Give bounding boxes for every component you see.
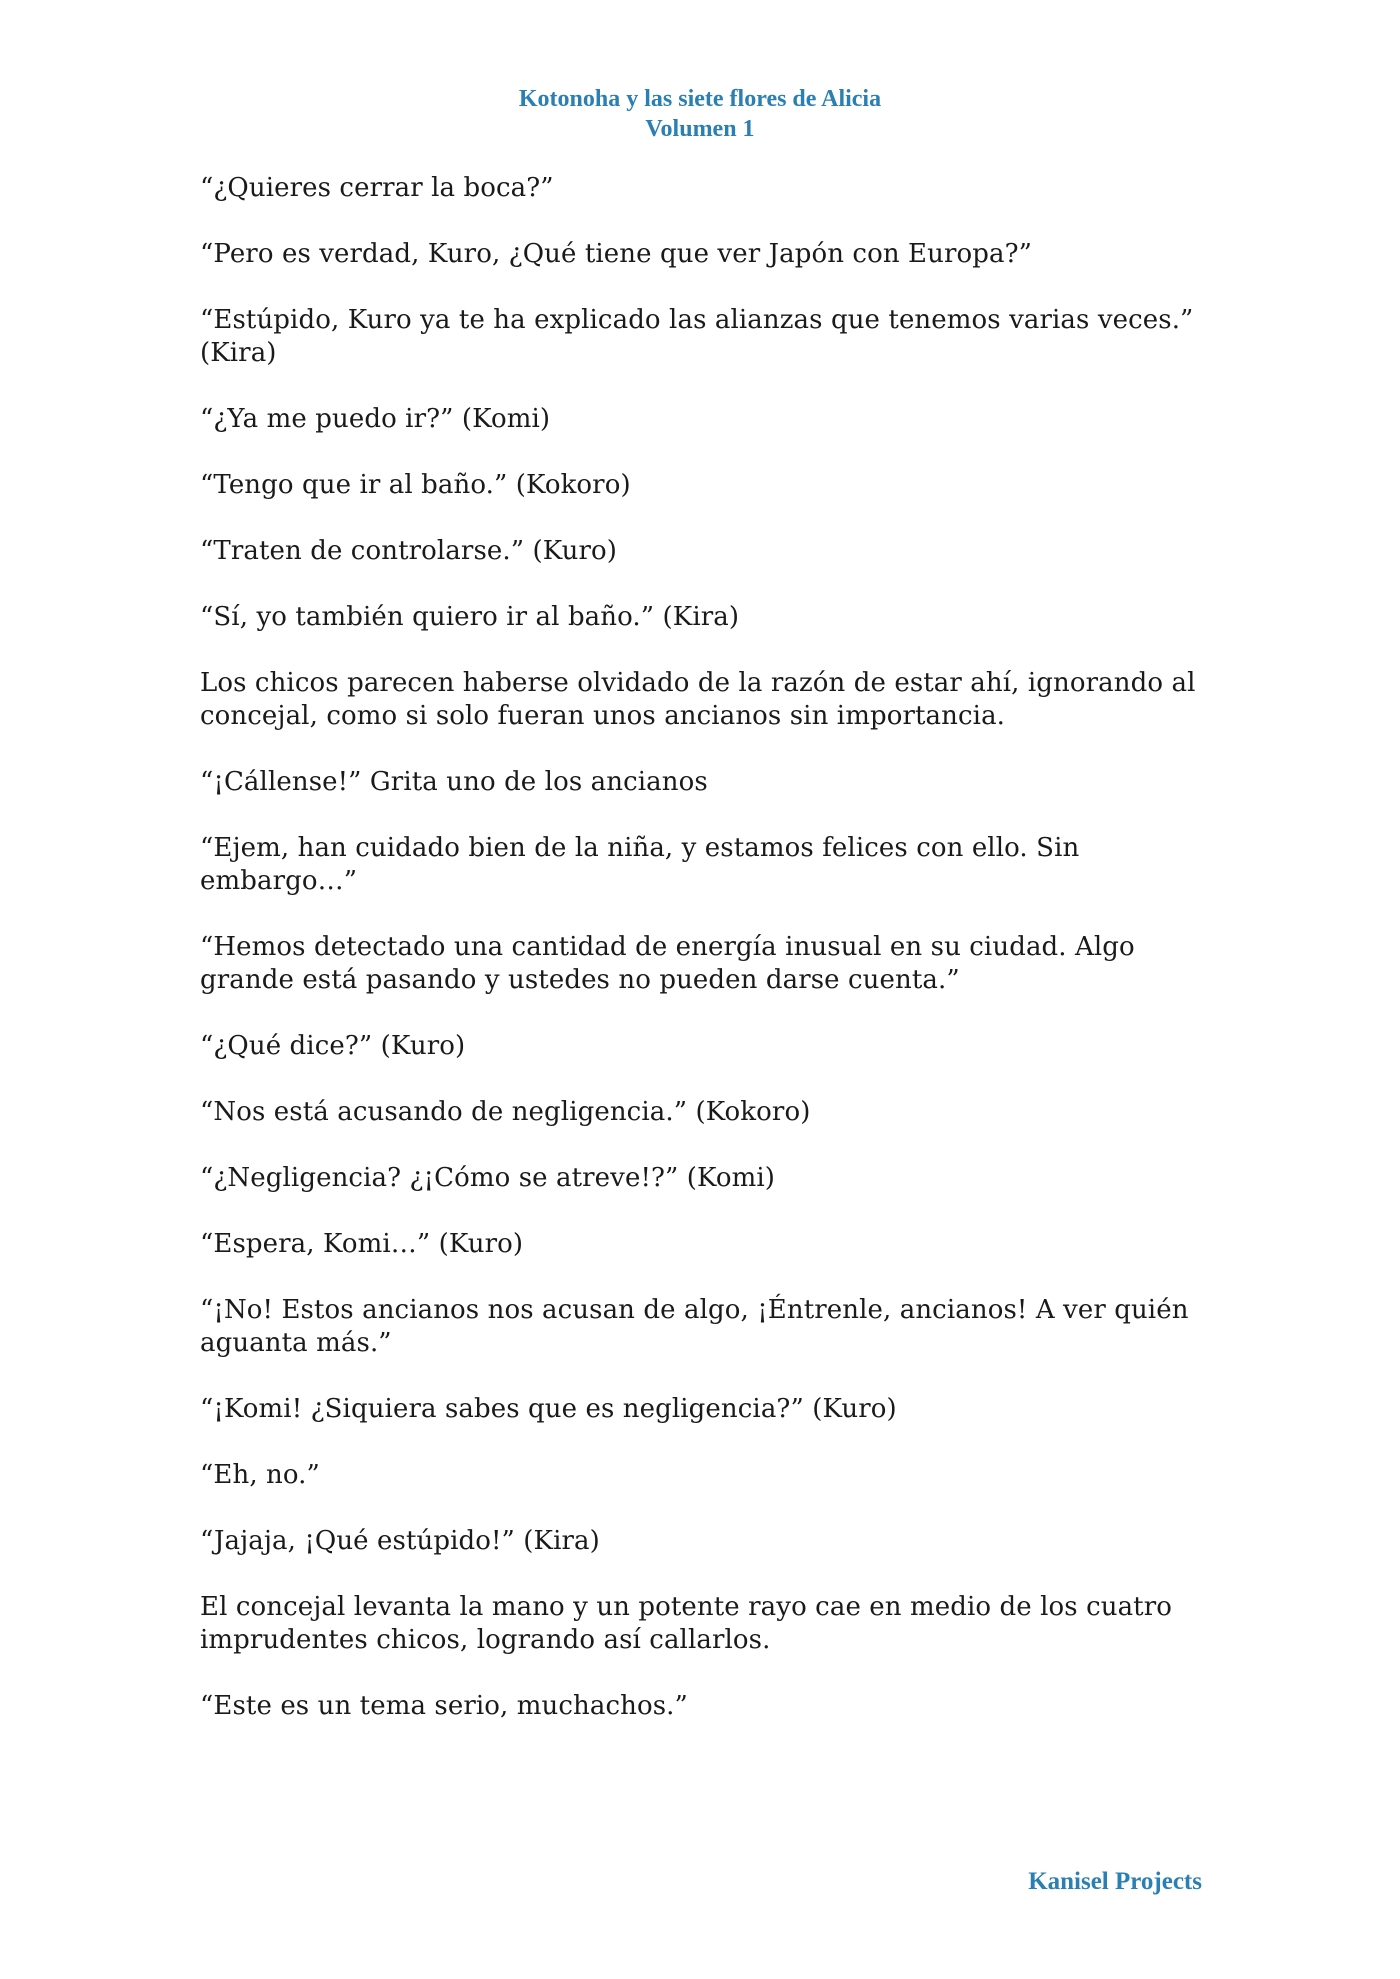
paragraph: “¡Cállense!” Grita uno de los ancianos bbox=[200, 767, 708, 797]
paragraph: “Eh, no.” bbox=[200, 1460, 320, 1490]
paragraph: “¿Qué dice?” (Kuro) bbox=[200, 1031, 466, 1061]
paragraph: El concejal levanta la mano y un potente rayo cae en medio de los cuatro imprudentes chicos, logrando así callarlos. bbox=[200, 1592, 1173, 1655]
paragraph: “Este es un tema serio, muchachos.” bbox=[200, 1691, 688, 1721]
volume-label: Volumen 1 bbox=[645, 116, 755, 142]
paragraph: “¿Ya me puedo ir?” (Komi) bbox=[200, 404, 551, 434]
paragraph: “Estúpido, Kuro ya te ha explicado las alianzas que tenemos varias veces.” (Kira) bbox=[200, 305, 1194, 368]
paragraph: Los chicos parecen haberse olvidado de la razón de estar ahí, ignorando al concejal, como si solo fueran unos ancianos sin importancia. bbox=[200, 668, 1196, 731]
paragraph: “¡No! Estos ancianos nos acusan de algo, ¡Éntrenle, ancianos! A ver quién aguanta más.” bbox=[200, 1295, 1189, 1358]
paragraph: “Sí, yo también quiero ir al baño.” (Kira) bbox=[200, 602, 740, 632]
paragraph: “Ejem, han cuidado bien de la niña, y estamos felices con ello. Sin embargo…” bbox=[200, 833, 1080, 896]
page-body bbox=[200, 172, 1200, 1756]
publisher-footer: Kanisel Projects bbox=[1028, 1868, 1202, 1895]
paragraph: “Hemos detectado una cantidad de energía inusual en su ciudad. Algo grande está pasando y ustedes no pueden darse cuenta.” bbox=[200, 932, 1135, 995]
paragraph: “Jajaja, ¡Qué estúpido!” (Kira) bbox=[200, 1526, 600, 1556]
paragraph: “Tengo que ir al baño.” (Kokoro) bbox=[200, 470, 631, 500]
paragraph: “¿Negligencia? ¿¡Cómo se atreve!?” (Komi) bbox=[200, 1163, 776, 1193]
paragraph: “Pero es verdad, Kuro, ¿Qué tiene que ver Japón con Europa?” bbox=[200, 239, 1033, 269]
page-header bbox=[0, 84, 1400, 144]
paragraph: “Espera, Komi…” (Kuro) bbox=[200, 1229, 524, 1259]
paragraph: “Nos está acusando de negligencia.” (Kokoro) bbox=[200, 1097, 811, 1127]
paragraph: “¿Quieres cerrar la boca?” bbox=[200, 173, 554, 203]
book-title: Kotonoha y las siete flores de Alicia bbox=[518, 86, 882, 112]
paragraph: “¡Komi! ¿Siquiera sabes que es negligencia?” (Kuro) bbox=[200, 1394, 897, 1424]
paragraph: “Traten de controlarse.” (Kuro) bbox=[200, 536, 618, 566]
